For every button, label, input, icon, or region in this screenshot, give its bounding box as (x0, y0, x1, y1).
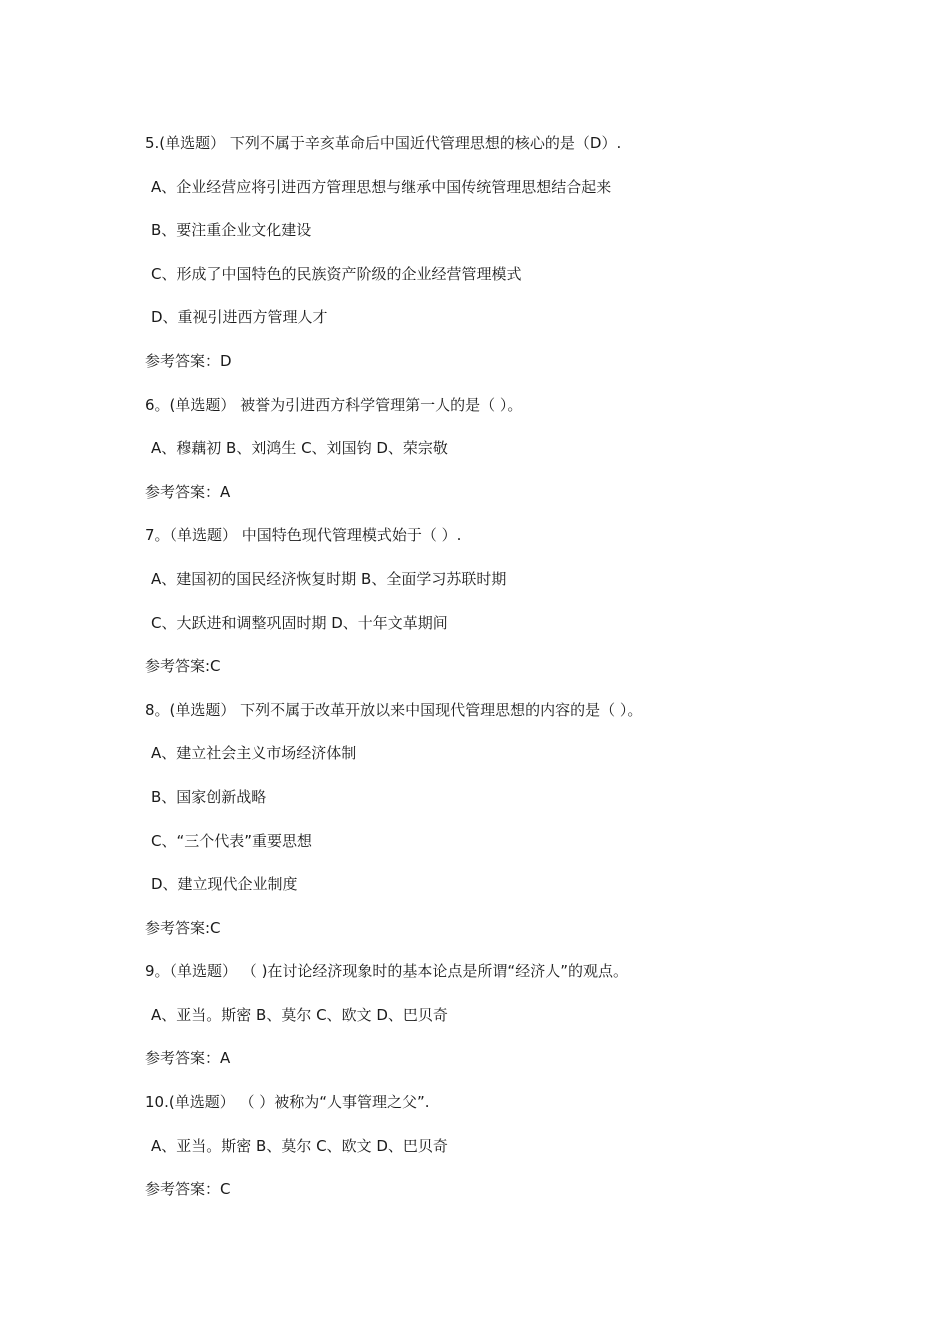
answer-text: 参考答案：A (145, 482, 231, 501)
answer-text: 参考答案：C (145, 1180, 231, 1199)
question-text: 6。(单选题） 被誉为引进西方科学管理第一人的是（ ）。 (145, 395, 523, 414)
option-text: C、大跃进和调整巩固时期 D、十年文革期间 (151, 613, 448, 632)
option-text: C、形成了中国特色的民族资产阶级的企业经营管理模式 (151, 264, 522, 283)
question-text: 9。（单选题） （ )在讨论经济现象时的基本论点是所谓“经济人”的观点。 (145, 962, 628, 981)
option-text: A、亚当。斯密 B、莫尔 C、欧文 D、巴贝奇 (151, 1005, 448, 1024)
answer-text: 参考答案:C (145, 918, 221, 937)
option-text: A、亚当。斯密 B、莫尔 C、欧文 D、巴贝奇 (151, 1136, 448, 1155)
option-text: A、企业经营应将引进西方管理思想与继承中国传统管理思想结合起来 (151, 177, 612, 196)
option-text: B、要注重企业文化建设 (151, 221, 312, 240)
option-text: D、重视引进西方管理人才 (151, 308, 328, 327)
question-list (145, 122, 865, 1212)
question-text: 10.(单选题） （ ）被称为“人事管理之父”. (145, 1093, 430, 1112)
question-text: 8。(单选题） 下列不属于改革开放以来中国现代管理思想的内容的是（ ）。 (145, 700, 643, 719)
option-text: A、穆藕初 B、刘鸿生 C、刘国钧 D、荣宗敬 (151, 439, 448, 458)
question-text: 5.(单选题） 下列不属于辛亥革命后中国近代管理思想的核心的是（D）. (145, 134, 622, 152)
option-text: A、建国初的国民经济恢复时期 B、全面学习苏联时期 (151, 569, 507, 588)
option-text: C、“三个代表”重要思想 (151, 831, 313, 850)
answer-text: 参考答案：D (145, 351, 232, 370)
question-text: 7。（单选题） 中国特色现代管理模式始于（ ）. (145, 526, 462, 545)
option-text: D、建立现代企业制度 (151, 875, 298, 894)
answer-text: 参考答案:C (145, 657, 221, 676)
option-text: A、建立社会主义市场经济体制 (151, 744, 357, 763)
option-text: B、国家创新战略 (151, 787, 267, 806)
answer-text: 参考答案：A (145, 1049, 231, 1068)
